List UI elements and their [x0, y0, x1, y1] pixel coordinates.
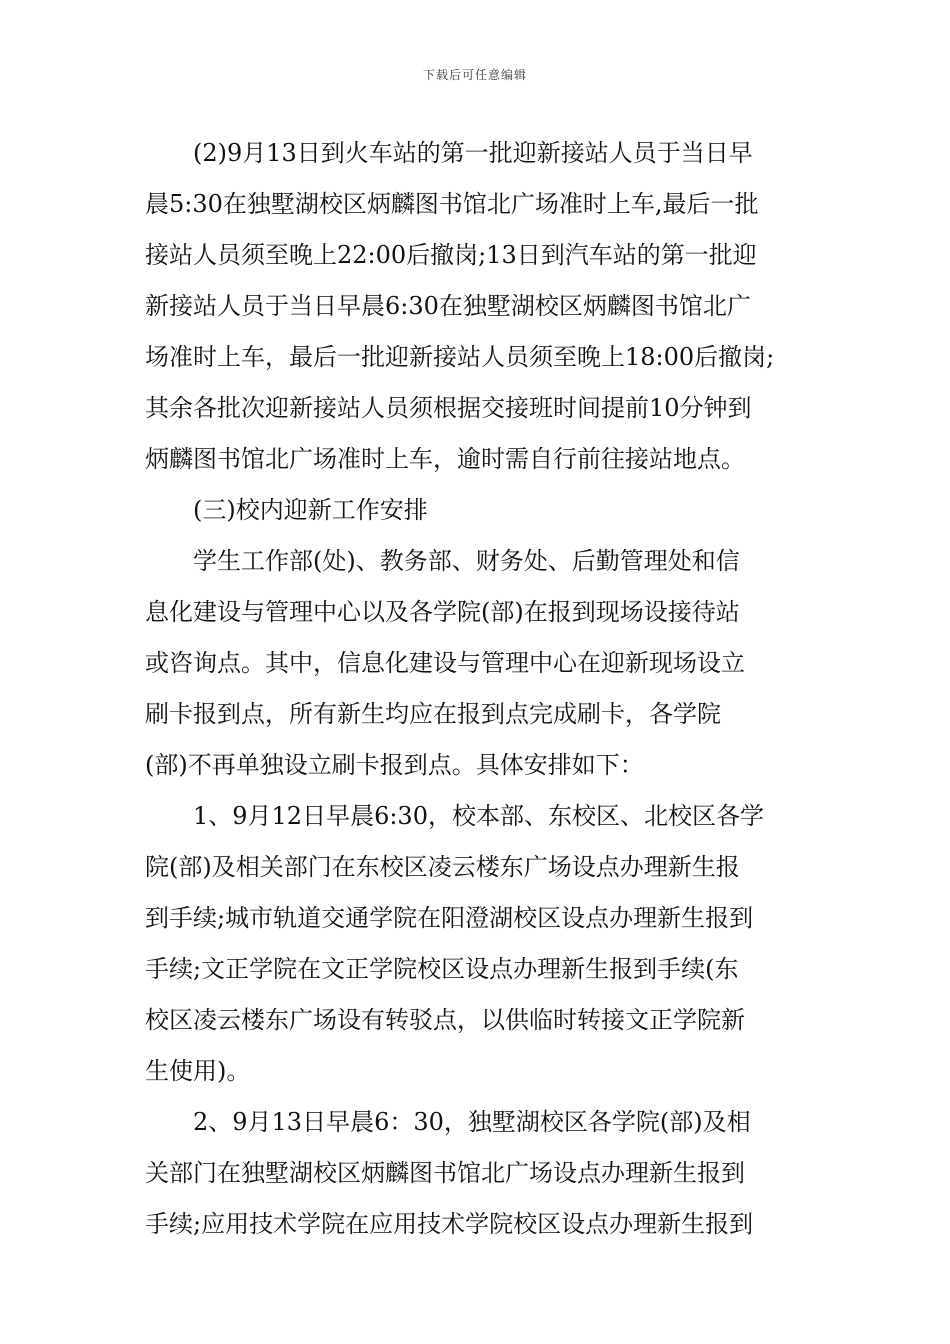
paragraph-line: 手续;文正学院在文正学院校区设点办理新生报到手续(东 — [145, 955, 739, 983]
paragraph-line: (部)不再单独设立刷卡报到点。具体安排如下： — [145, 751, 644, 779]
paragraph-line: 1、9月12日早晨6:30，校本部、东校区、北校区各学 — [193, 802, 764, 830]
paragraph-line: 息化建设与管理中心以及各学院(部)在报到现场设接待站 — [145, 598, 740, 626]
paragraph-line: 关部门在独墅湖校区炳麟图书馆北广场设点办理新生报到 — [145, 1159, 745, 1187]
paragraph-line: 学生工作部(处)、教务部、财务处、后勤管理处和信 — [193, 547, 740, 575]
paragraph-line: 或咨询点。其中，信息化建设与管理中心在迎新现场设立 — [145, 649, 745, 677]
paragraph-line: 刷卡报到点，所有新生均应在报到点完成刷卡，各学院 — [145, 700, 721, 728]
paragraph-line: 2、9月13日早晨6：30，独墅湖校区各学院(部)及相 — [193, 1108, 751, 1136]
paragraph-line: 炳麟图书馆北广场准时上车，逾时需自行前往接站地点。 — [145, 445, 745, 473]
paragraph-line: 接站人员须至晚上22:00后撤岗;13日到汽车站的第一批迎 — [145, 241, 757, 269]
paragraph-line: 到手续;城市轨道交通学院在阳澄湖校区设点办理新生报到 — [145, 904, 754, 932]
page-header-note: 下载后可任意编辑 — [422, 68, 527, 82]
paragraph-line: 其余各批次迎新接站人员须根据交接班时间提前10分钟到 — [145, 394, 752, 422]
paragraph-line: (2)9月13日到火车站的第一批迎新接站人员于当日早 — [193, 139, 753, 167]
paragraph-line: 新接站人员于当日早晨6:30在独墅湖校区炳麟图书馆北广 — [145, 292, 751, 320]
paragraph-line: 手续;应用技术学院在应用技术学院校区设点办理新生报到 — [145, 1210, 754, 1238]
paragraph-line: 生使用)。 — [145, 1057, 251, 1085]
paragraph-line: 场准时上车，最后一批迎新接站人员须至晚上18:00后撤岗; — [145, 343, 775, 371]
section-heading: (三)校内迎新工作安排 — [193, 496, 428, 524]
paragraph-line: 院(部)及相关部门在东校区凌云楼东广场设点办理新生报 — [145, 853, 740, 881]
document-body — [145, 128, 810, 1250]
paragraph-line: 校区凌云楼东广场设有转驳点，以供临时转接文正学院新 — [145, 1006, 745, 1034]
paragraph-line: 晨5:30在独墅湖校区炳麟图书馆北广场准时上车,最后一批 — [145, 190, 759, 218]
